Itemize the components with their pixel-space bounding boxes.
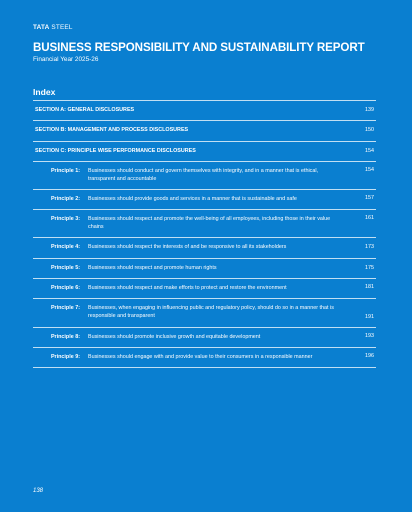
page-number: 175: [365, 265, 374, 271]
principle-label: Principle 6:: [50, 285, 80, 291]
principle-description: Businesses should respect and promote the well-being of all employees, including those in their value chains: [88, 216, 331, 231]
index-entry-principle-4[interactable]: [33, 243, 376, 255]
principle-label: Principle 1:: [50, 168, 80, 174]
index-entry-principle-1[interactable]: [33, 167, 376, 187]
principle-label: Principle 9:: [50, 354, 80, 360]
divider: [33, 141, 376, 142]
page-number: 139: [365, 107, 374, 113]
divider: [33, 100, 376, 101]
divider: [33, 120, 376, 121]
page-number: 181: [365, 284, 374, 290]
principle-label: Principle 7:: [50, 305, 80, 311]
section-label: SECTION B: MANAGEMENT AND PROCESS DISCLOSURES: [35, 127, 189, 133]
page-number: 191: [365, 314, 374, 320]
divider: [33, 258, 376, 259]
index-entry-principle-6[interactable]: [33, 284, 376, 296]
principle-description: Businesses should conduct and govern themselves with integrity, and in a manner that is ethical, transparent and accountable: [88, 168, 319, 183]
index-entry-principle-3[interactable]: [33, 215, 376, 235]
divider: [33, 327, 376, 328]
principle-label: Principle 2:: [50, 196, 80, 202]
index-heading: Index: [33, 87, 56, 97]
divider: [33, 209, 376, 210]
logo-steel: STEEL: [51, 24, 73, 31]
page-number: 150: [365, 127, 374, 133]
page-number: 154: [365, 167, 374, 173]
principle-description: Businesses should respect the interests of and be responsive to all its stakeholders: [88, 244, 287, 250]
page-number: 161: [365, 215, 374, 221]
divider: [33, 367, 376, 368]
principle-label: Principle 8:: [50, 334, 80, 340]
page-title: BUSINESS RESPONSIBILITY AND SUSTAINABILITY REPORT: [33, 41, 365, 54]
principle-label: Principle 4:: [50, 244, 80, 250]
page-number: 196: [365, 353, 374, 359]
principle-description: Businesses should provide goods and services in a manner that is sustainable and safe: [88, 196, 297, 202]
tata-steel-logo: [33, 24, 73, 31]
footer-page-number: 138: [33, 488, 44, 494]
index-entry-section-c[interactable]: [33, 147, 376, 159]
index-entry-section-b[interactable]: [33, 126, 376, 138]
divider: [33, 278, 376, 279]
logo-tata: TATA: [33, 24, 50, 31]
page-number: 173: [365, 244, 374, 250]
index-entry-principle-7[interactable]: [33, 304, 376, 328]
section-label: SECTION A: GENERAL DISCLOSURES: [35, 107, 135, 113]
divider: [33, 347, 376, 348]
divider: [33, 298, 376, 299]
page-subtitle: Financial Year 2025-26: [33, 56, 99, 63]
page-number: 154: [365, 148, 374, 154]
principle-label: Principle 3:: [50, 216, 80, 222]
principle-description: Businesses, when engaging in influencing public and regulatory policy, should do so in a manner that is responsible and transparent: [88, 305, 334, 320]
divider: [33, 237, 376, 238]
principle-description: Businesses should respect and make efforts to protect and restore the environment: [88, 285, 287, 291]
divider: [33, 161, 376, 162]
principle-label: Principle 5:: [50, 265, 80, 271]
principle-description: Businesses should engage with and provide value to their consumers in a responsible manner: [88, 354, 313, 360]
principle-description: Businesses should promote inclusive growth and equitable development: [88, 334, 261, 340]
page-number: 193: [365, 333, 374, 339]
page-number: 157: [365, 195, 374, 201]
section-label: SECTION C: PRINCIPLE WISE PERFORMANCE DISCLOSURES: [35, 148, 196, 154]
principle-description: Businesses should respect and promote human rights: [88, 265, 217, 271]
index-entry-principle-5[interactable]: [33, 264, 376, 276]
index-entry-principle-8[interactable]: [33, 333, 376, 345]
index-entry-principle-9[interactable]: [33, 353, 376, 365]
divider: [33, 189, 376, 190]
index-entry-principle-2[interactable]: [33, 195, 376, 207]
index-entry-section-a[interactable]: [33, 106, 376, 118]
